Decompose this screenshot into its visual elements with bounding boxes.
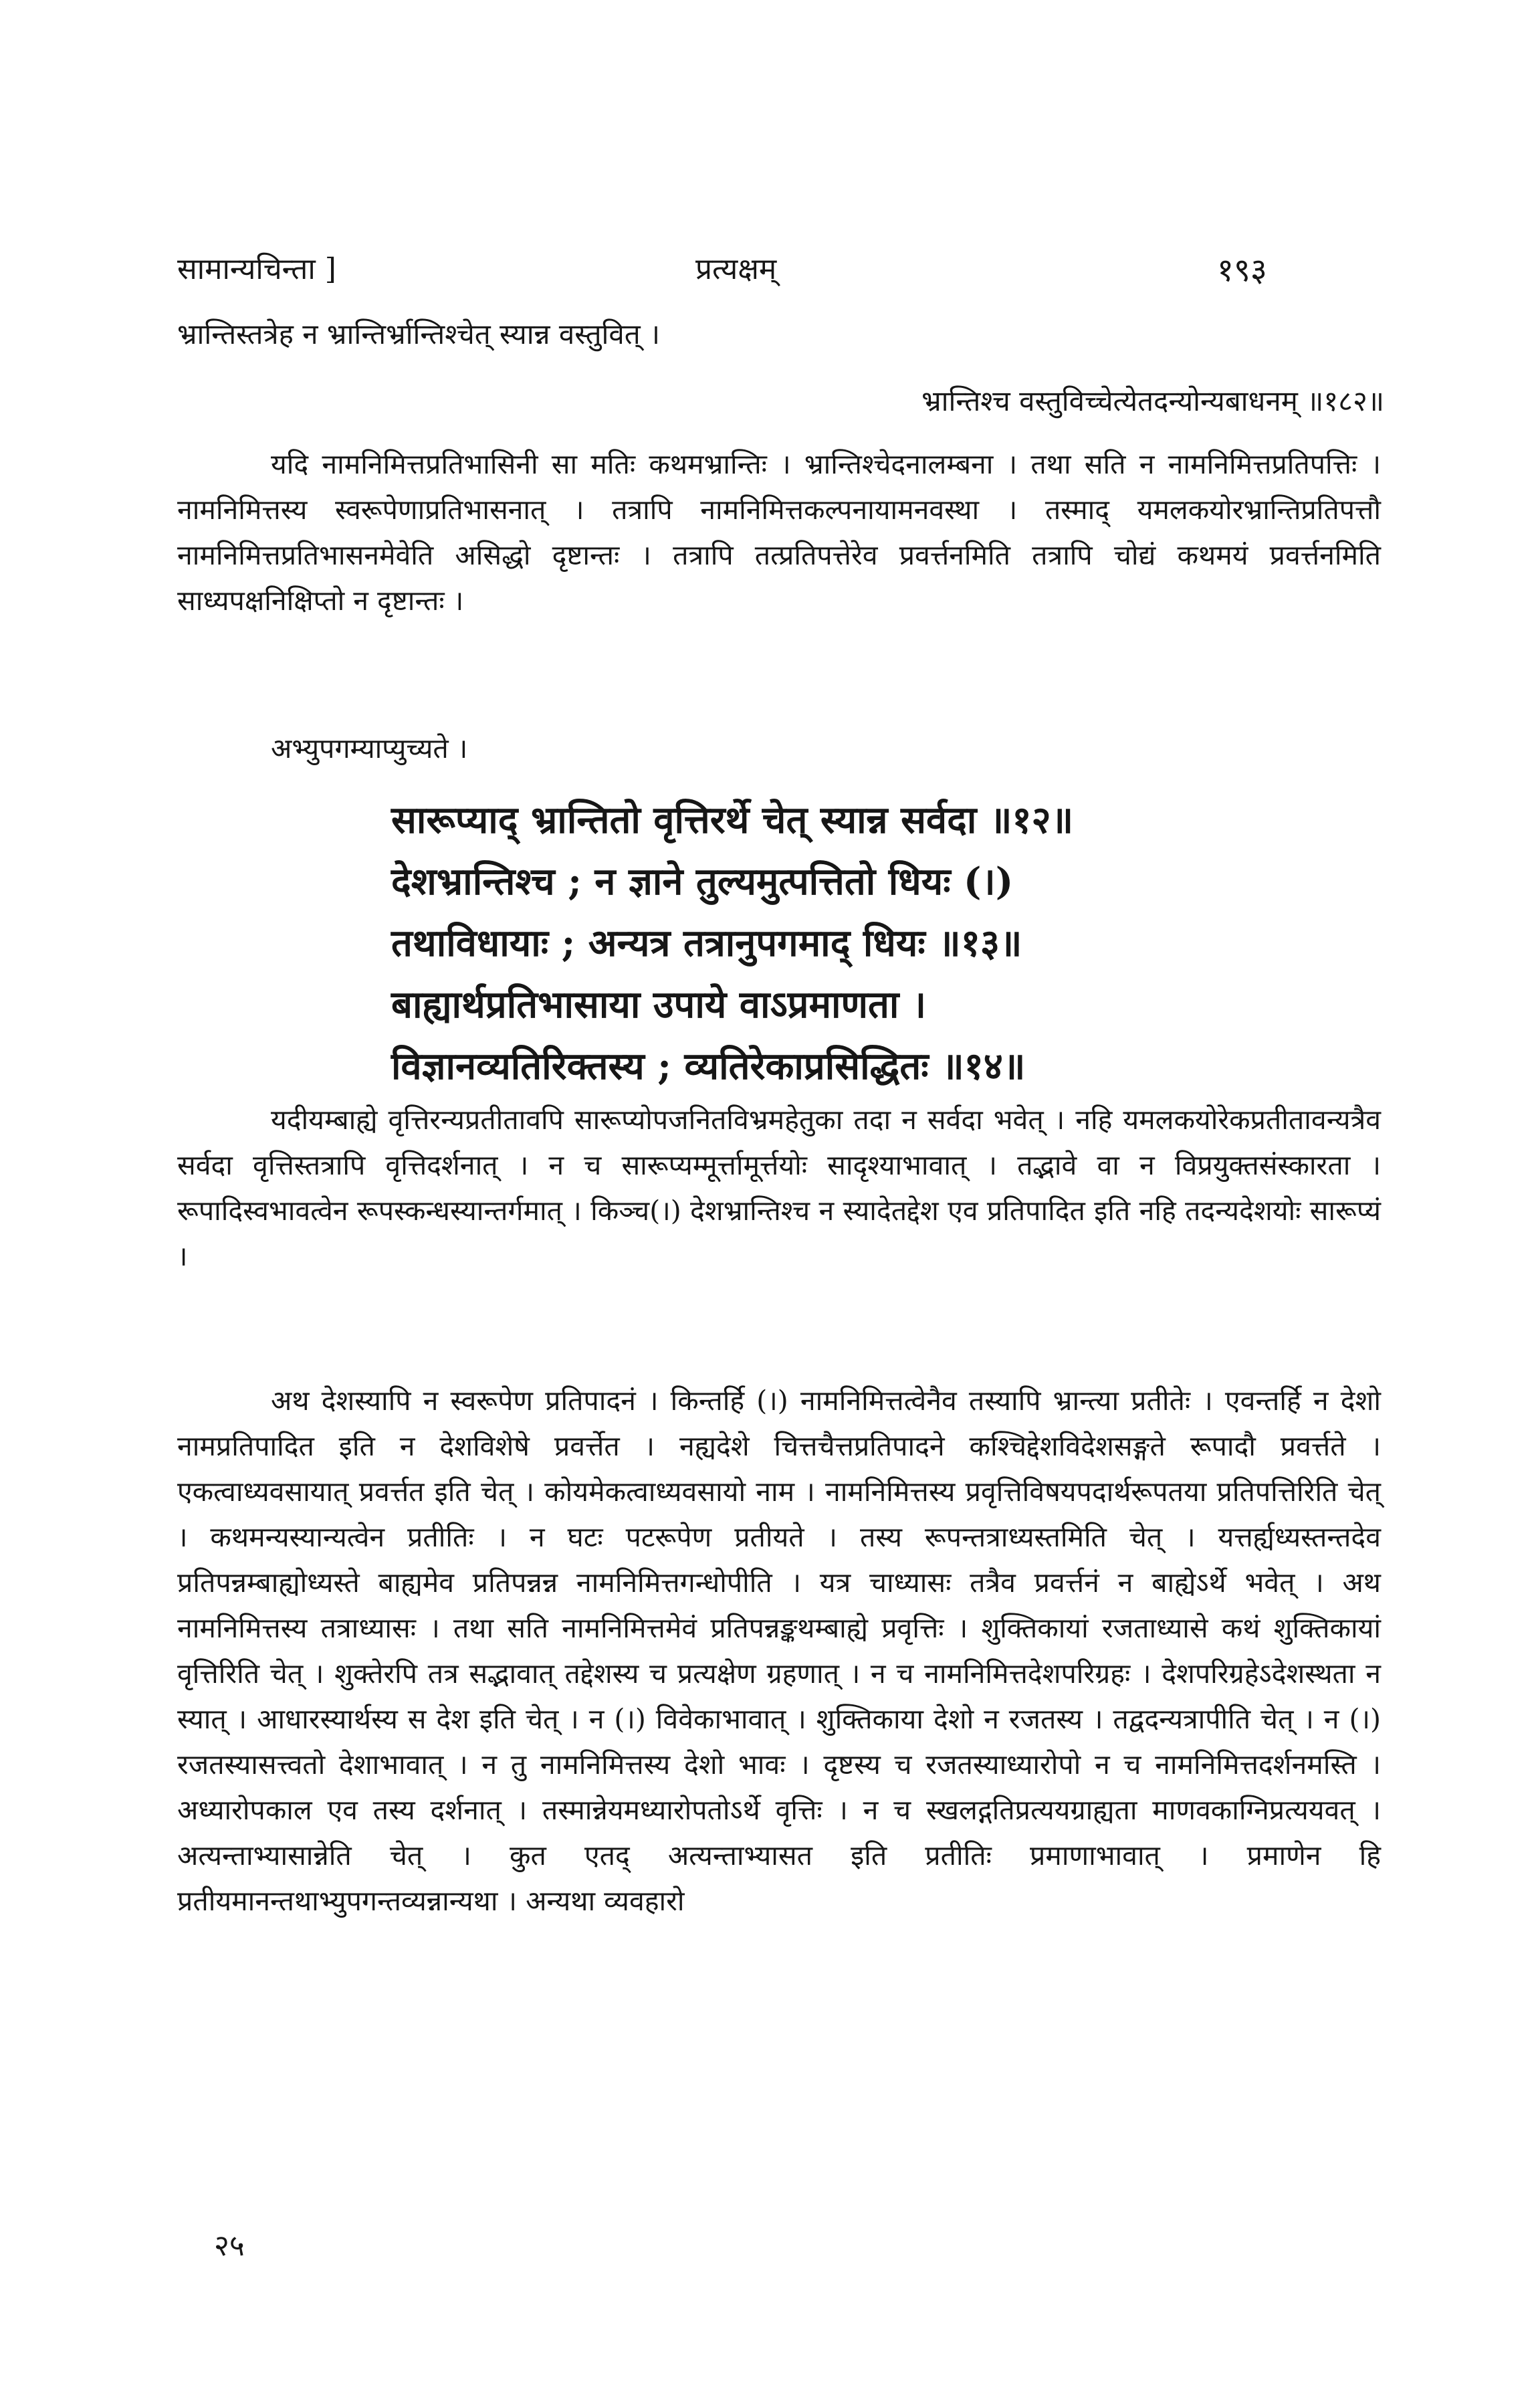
verse-line-2: भ्रान्तिश्च वस्तुविच्चेत्येतदन्योन्यबाधनम् ॥१८२॥	[921, 385, 1384, 417]
paragraph-2: अभ्युपगम्याप्युच्यते ।	[271, 732, 468, 765]
karika-line: देशभ्रान्तिश्च ; न ज्ञाने तुल्यमुत्पत्तितो धियः (।)	[391, 860, 1014, 904]
running-head-title: प्रत्यक्षम्	[695, 252, 777, 286]
verse-line-1: भ्रान्तिस्तत्रेह न भ्रान्तिर्भ्रान्तिश्चेत् स्यान्न वस्तुवित् ।	[177, 318, 660, 350]
paragraph-1-text: यदि नामनिमित्तप्रतिभासिनी सा मतिः कथमभ्रान्तिः । भ्रान्तिश्चेदनालम्बना । तथा सति न नामनिमित्तप्रतिपत्तिः । नामनिमित्तस्य स्वरूपेणाप्रतिभासनात् । तत्रापि नामनिमित्तकल्पनायामनवस्था । तस्माद् यमलकयोरभ्रान्तिप्रतिपत्तौ नामनिमित्तप्रतिभासनमेवेति असिद्धो दृष्टान्तः । तत्रापि तत्प्रतिपत्तेरेव प्रवर्त्तनमिति तत्रापि चोद्यं कथमयं प्रवर्त्तनमिति साध्यपक्षनिक्षिप्तो न दृष्टान्तः ।	[177, 448, 1381, 617]
karika-line: तथाविधायाः ; अन्यत्र तत्रानुपगमाद् धियः ॥१३॥	[391, 921, 1022, 965]
paragraph-3	[177, 1097, 1381, 1279]
karika-line: विज्ञानव्यतिरिक्तस्य ; व्यतिरेकाप्रसिद्धितः ॥१४॥	[391, 1044, 1026, 1088]
paragraph-3-text: यदीयम्बाह्ये वृत्तिरन्यप्रतीतावपि सारूप्योपजनितविभ्रमहेतुका तदा न सर्वदा भवेत् । नहि यमलकयोरेकप्रतीतावन्यत्रैव सर्वदा वृत्तिस्तत्रापि वृत्तिदर्शनात् । न च सारूप्यम्मूर्त्तामूर्त्तयोः सादृश्याभावात् । तद्भावे वा न विप्रयुक्तसंस्कारता । रूपादिस्वभावत्वेन रूपस्कन्धस्यान्तर्गमात् । किञ्च(।) देशभ्रान्तिश्च न स्यादेतद्देश एव प्रतिपादित इति नहि तदन्यदेशयोः सारूप्यं ।	[177, 1104, 1381, 1272]
running-head-section: सामान्यचिन्ता ]	[177, 252, 336, 286]
karika-line: सारूप्याद् भ्रान्तितो वृत्तिरर्थे चेत् स्यान्न सर्वदा ॥१२॥	[391, 798, 1074, 842]
karika-line: बाह्यार्थप्रतिभासाया उपाये वाऽप्रमाणता ।	[391, 983, 927, 1027]
running-head	[0, 247, 1538, 294]
paragraph-4	[177, 1378, 1381, 1924]
signature-mark: २५	[214, 2229, 245, 2263]
paragraph-1	[177, 441, 1381, 623]
karika-block	[391, 789, 1381, 1097]
paragraph-4-text: अथ देशस्यापि न स्वरूपेण प्रतिपादनं । किन्तर्हि (।) नामनिमित्तत्वेनैव तस्यापि भ्रान्त्या प्रतीतेः । एवन्तर्हि न देशो नामप्रतिपादित इति न देशविशेषे प्रवर्त्तेत । नह्यदेशे चित्तचैत्तप्रतिपादने कश्चिद्देशविदेशसङ्गते रूपादौ प्रवर्त्तते । एकत्वाध्यवसायात् प्रवर्त्तत इति चेत् । कोयमेकत्वाध्यवसायो नाम । नामनिमित्तस्य प्रवृत्तिविषयपदार्थरूपतया प्रतिपत्तिरिति चेत् । कथमन्यस्यान्यत्वेन प्रतीतिः । न घटः पटरूपेण प्रतीयते । तस्य रूपन्तत्राध्यस्तमिति चेत् । यत्तर्ह्यध्यस्तन्तदेव प्रतिपन्नम्बाह्योध्यस्ते बाह्यमेव प्रतिपन्नन्न नामनिमित्तगन्धोपीति । यत्र चाध्यासः तत्रैव प्रवर्त्तनं न बाह्येऽर्थे भवेत् । अथ नामनिमित्तस्य तत्राध्यासः । तथा सति नामनिमित्तमेवं प्रतिपन्नङ्कथम्बाह्ये प्रवृत्तिः । शुक्तिकायां रजताध्यासे कथं शुक्तिकायां वृत्तिरिति चेत् । शुक्तेरपि तत्र सद्भावात् तद्देशस्य च प्रत्यक्षेण ग्रहणात् । न च नामनिमित्तदेशपरिग्रहः । देशपरिग्रहेऽदेशस्थता न स्यात् । आधारस्यार्थस्य स देश इति चेत् । न (।) विवेकाभावात् । शुक्तिकाया देशो न रजतस्य । तद्वदन्यत्रापीति चेत् । न (।) रजतस्यासत्त्वतो देशाभावात् । न तु नामनिमित्तस्य देशो भावः । दृष्टस्य च रजतस्याध्यारोपो न च नामनिमित्तदर्शनमस्ति । अध्यारोपकाल एव तस्य दर्शनात् । तस्मान्नेयमध्यारोपतोऽर्थे वृत्तिः । न च स्खलद्गतिप्रत्ययग्राह्यता माणवकाग्निप्रत्ययवत् । अत्यन्ताभ्यासान्नेति चेत् । कुत एतद् अत्यन्ताभ्यासत इति प्रतीतिः प्रमाणाभावात् । प्रमाणेन हि प्रतीयमानन्तथाभ्युपगन्तव्यन्नान्यथा । अन्यथा व्यवहारो	[177, 1385, 1381, 1917]
page-number: १९३	[1217, 252, 1267, 289]
